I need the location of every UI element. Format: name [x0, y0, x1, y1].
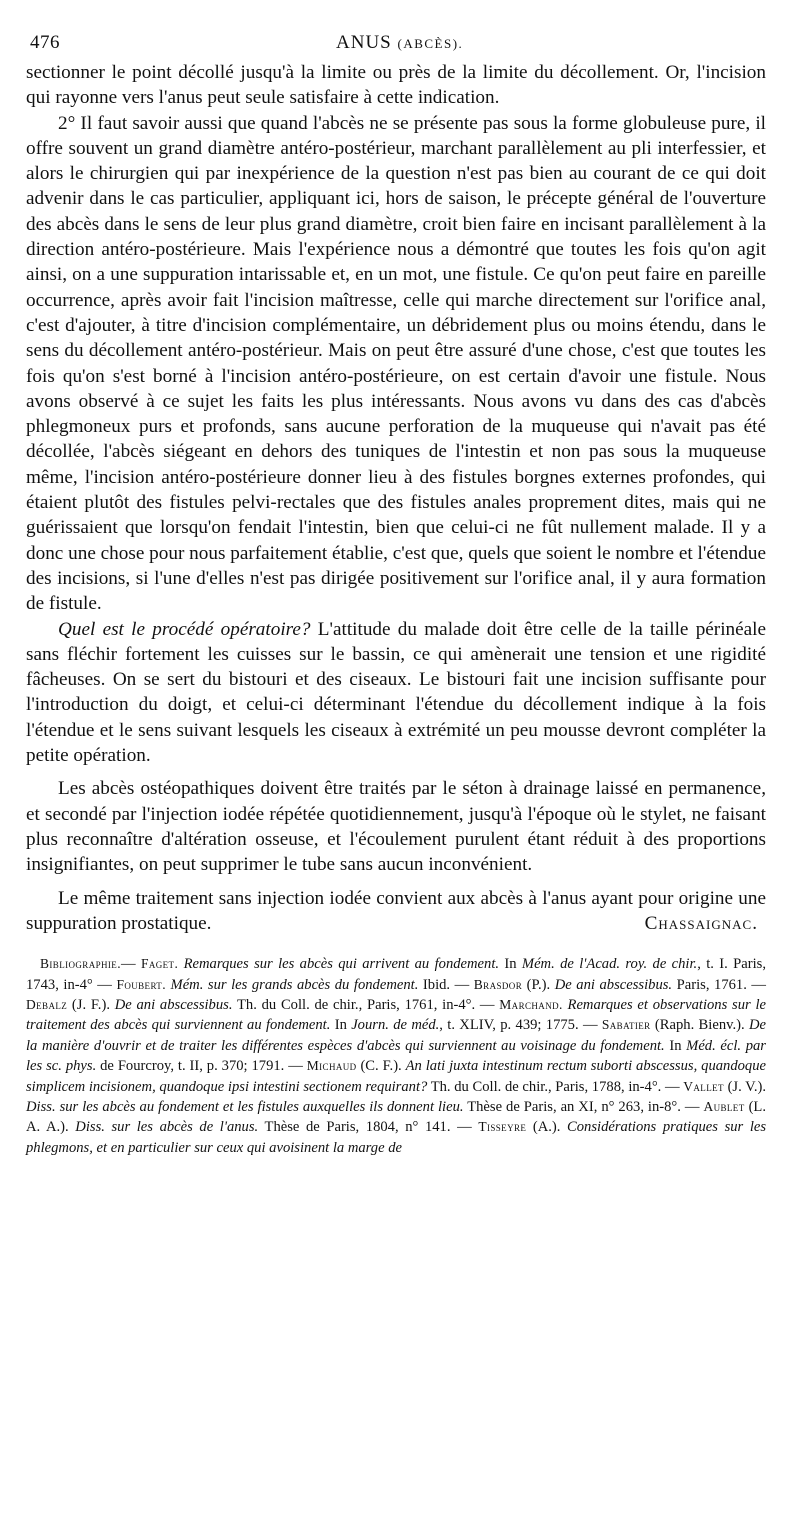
- biblio-text: (J. F.).: [67, 996, 115, 1013]
- biblio-text: Thèse de Paris, 1804, n° 141. —: [258, 1119, 479, 1136]
- biblio-text: Thèse de Paris, an XI, n° 263, in-8°. —: [463, 1098, 704, 1115]
- biblio-text: (J. V.).: [723, 1078, 766, 1095]
- biblio-work: Méd. écl. par les sc. phys.: [26, 1037, 766, 1075]
- biblio-work: De la manière d'ouvrir et de traiter les différentes espèces d'abcès qui surviennent au voisinage du fondement.: [26, 1017, 766, 1054]
- biblio-author: Foubert.: [116, 976, 166, 992]
- biblio-author: Tisseyre: [478, 1119, 527, 1135]
- bibliography-paragraph: [26, 954, 766, 1158]
- biblio-author: Vallet: [683, 1078, 724, 1094]
- biblio-text: (L. A. A.).: [26, 1098, 766, 1136]
- biblio-text: (C. F.).: [356, 1058, 406, 1075]
- running-title-sub: (ABCÈS).: [397, 36, 464, 51]
- biblio-work: Remarques et observations sur le traitement des abcès qui surviennent au fondement.: [26, 996, 766, 1034]
- biblio-text: —: [120, 956, 141, 973]
- biblio-work: Journ. de méd.: [351, 1017, 440, 1034]
- biblio-work: Mém. sur les grands abcès du fondement.: [165, 976, 419, 993]
- document-page: [26, 20, 766, 1158]
- paragraph-3-question: Quel est le procédé opératoire?: [58, 618, 311, 640]
- biblio-author: Faget.: [140, 956, 179, 972]
- paragraph-3: [26, 617, 766, 769]
- page-header: [26, 20, 766, 53]
- biblio-text: , t. XLIV, p. 439; 1775. —: [439, 1017, 602, 1034]
- biblio-text: Th. du Coll. de chir., Paris, 1788, in-4°. —: [427, 1078, 684, 1095]
- biblio-author: Marchand.: [499, 996, 563, 1012]
- author-signature: Chassaignac.: [644, 912, 758, 934]
- biblio-text: (P.).: [522, 976, 555, 993]
- biblio-author: Michaud: [306, 1058, 357, 1074]
- bibliography: [26, 954, 766, 1158]
- biblio-work: Diss. sur les abcès au fondement et les fistules auxquelles ils donnent lieu.: [26, 1098, 464, 1115]
- paragraph-1: sectionner le point décollé jusqu'à la limite ou près de la limite du décollement. Or, l'incision qui rayonne vers l'anus peut seule satisfaire à cette indication.: [26, 62, 766, 109]
- running-title-main: ANUS: [336, 32, 392, 53]
- biblio-work: An lati juxta intestinum rectum suborti abscessus, quandoque simplicem incisionem, quandoque ipsi intestini sectionem requirant?: [26, 1058, 766, 1095]
- paragraph-2: 2° Il faut savoir aussi que quand l'abcès ne se présente pas sous la forme globuleuse pure, il offre souvent un grand diamètre antéro-postérieur, marchant parallèlement au pli interfessier, et alors le chirurgien qui par inexpérience de la question n'est pas bien au courant de ce qui doit advenir dans le cas particulier, appliquant ici, hors de saison, le précepte général de l'ouverture des abcès dans le sens de leur plus grand diamètre, croit bien faire en incisant parallèlement à la direction antéro-postérieure. Mais l'expérience nous a démontré que toutes les fois qu'on agit ainsi, on a une suppuration intarissable et, en un mot, une fistule. Ce qu'on peut faire en pareille occurrence, après avoir fait l'incision maîtresse, celle qui marche directement sur l'orifice anal, c'est d'ajouter, à titre d'incision complémentaire, un débridement plus ou moins étendu, dans le sens du décollement antéro-postérieur. Mais on peut être assuré d'une chose, c'est que toutes les fois qu'on s'est borné à l'incision antéro-postérieure, on est certain d'avoir une fistule. Nous avons observé à ce sujet les faits les plus intéressants. Nous avons vu dans des cas d'abcès phlegmoneux purs et profonds, sans aucune perforation de la muqueuse qui n'avait pas été décollée, l'abcès siégeant en dehors des tuniques de l'intestin et non pas sous la muqueuse même, l'incision antéro-postérieure donner lieu à des fistules borgnes externes profondes, qui étaient plutôt des fistules pelvi-rectales que des fistules anales proprement dites, mais qui ne guérissaient que lorsqu'on fendait l'intestin, bien que celui-ci ne fût nullement malade. Il y a donc une chose pour nous parfaitement établie, c'est que, quels que soient le nombre et l'étendue des incisions, si l'une d'elles n'est pas dirigée positivement sur l'orifice anal, il y aura formation de fistule.: [26, 112, 766, 615]
- biblio-text: In: [330, 1017, 352, 1034]
- running-title: [336, 32, 463, 54]
- body-text: [26, 60, 766, 936]
- biblio-author: Sabatier: [601, 1017, 651, 1033]
- biblio-text: , t. I. Paris, 1743, in-4° —: [26, 956, 766, 993]
- biblio-author: Debalz: [26, 996, 68, 1012]
- biblio-work: Remarques sur les abcès qui arrivent au fondement.: [178, 956, 500, 973]
- biblio-work: De ani abscessibus.: [114, 996, 233, 1013]
- biblio-work: Considérations pratiques sur les phlegmons, et en particulier sur ceux qui avoisinent la marge de: [26, 1119, 767, 1156]
- biblio-work: Mém. de l'Acad. roy. de chir.: [521, 956, 698, 973]
- biblio-text: de Fourcroy, t. II, p. 370; 1791. —: [96, 1058, 307, 1075]
- biblio-work: Diss. sur les abcès de l'anus.: [75, 1119, 259, 1136]
- page-number: 476: [30, 32, 60, 53]
- biblio-text: Ibid. —: [418, 976, 474, 993]
- biblio-text: Th. du Coll. de chir., Paris, 1761, in-4°. —: [232, 996, 500, 1013]
- biblio-text: In: [499, 956, 522, 973]
- paragraph-3-text: L'attitude du malade doit être celle de la taille périnéale sans fléchir fortement les cuisses sur le bassin, ce qui amènerait une tension et une rigidité fâcheuses. On se sert du bistouri et des ciseaux. Le bistouri fait une incision suffisante pour l'introduction du doigt, et celui-ci déterminant l'étendue du décollement indique à la fois l'étendue et le sens suivant lesquels les ciseaux à extrémité un peu mousse devront compléter la petite opération.: [26, 618, 766, 767]
- biblio-text: (Raph. Bienv.).: [650, 1017, 749, 1034]
- biblio-work: De ani abscessibus.: [554, 976, 673, 993]
- paragraph-5: [26, 886, 766, 937]
- paragraph-5-text: Le même traitement sans injection iodée convient aux abcès à l'anus ayant pour origine une suppuration prostatique.: [26, 887, 766, 934]
- biblio-text: (A.).: [526, 1119, 568, 1136]
- bibliography-label: Bibliographie.: [40, 956, 121, 972]
- paragraph-4: Les abcès ostéopathiques doivent être traités par le séton à drainage laissé en permanence, et secondé par l'injection iodée répétée quotidiennement, jusqu'à l'époque où le stylet, ne faisant plus reconnaître d'altération osseuse, et l'écoulement purulent étant réduit à des proportions insignifiantes, on peut supprimer le tube sans aucun inconvénient.: [26, 778, 766, 876]
- biblio-text: In: [664, 1037, 687, 1054]
- biblio-author: Brasdor: [473, 976, 523, 992]
- biblio-author: Aublet: [703, 1098, 745, 1114]
- biblio-text: Paris, 1761. —: [672, 976, 767, 993]
